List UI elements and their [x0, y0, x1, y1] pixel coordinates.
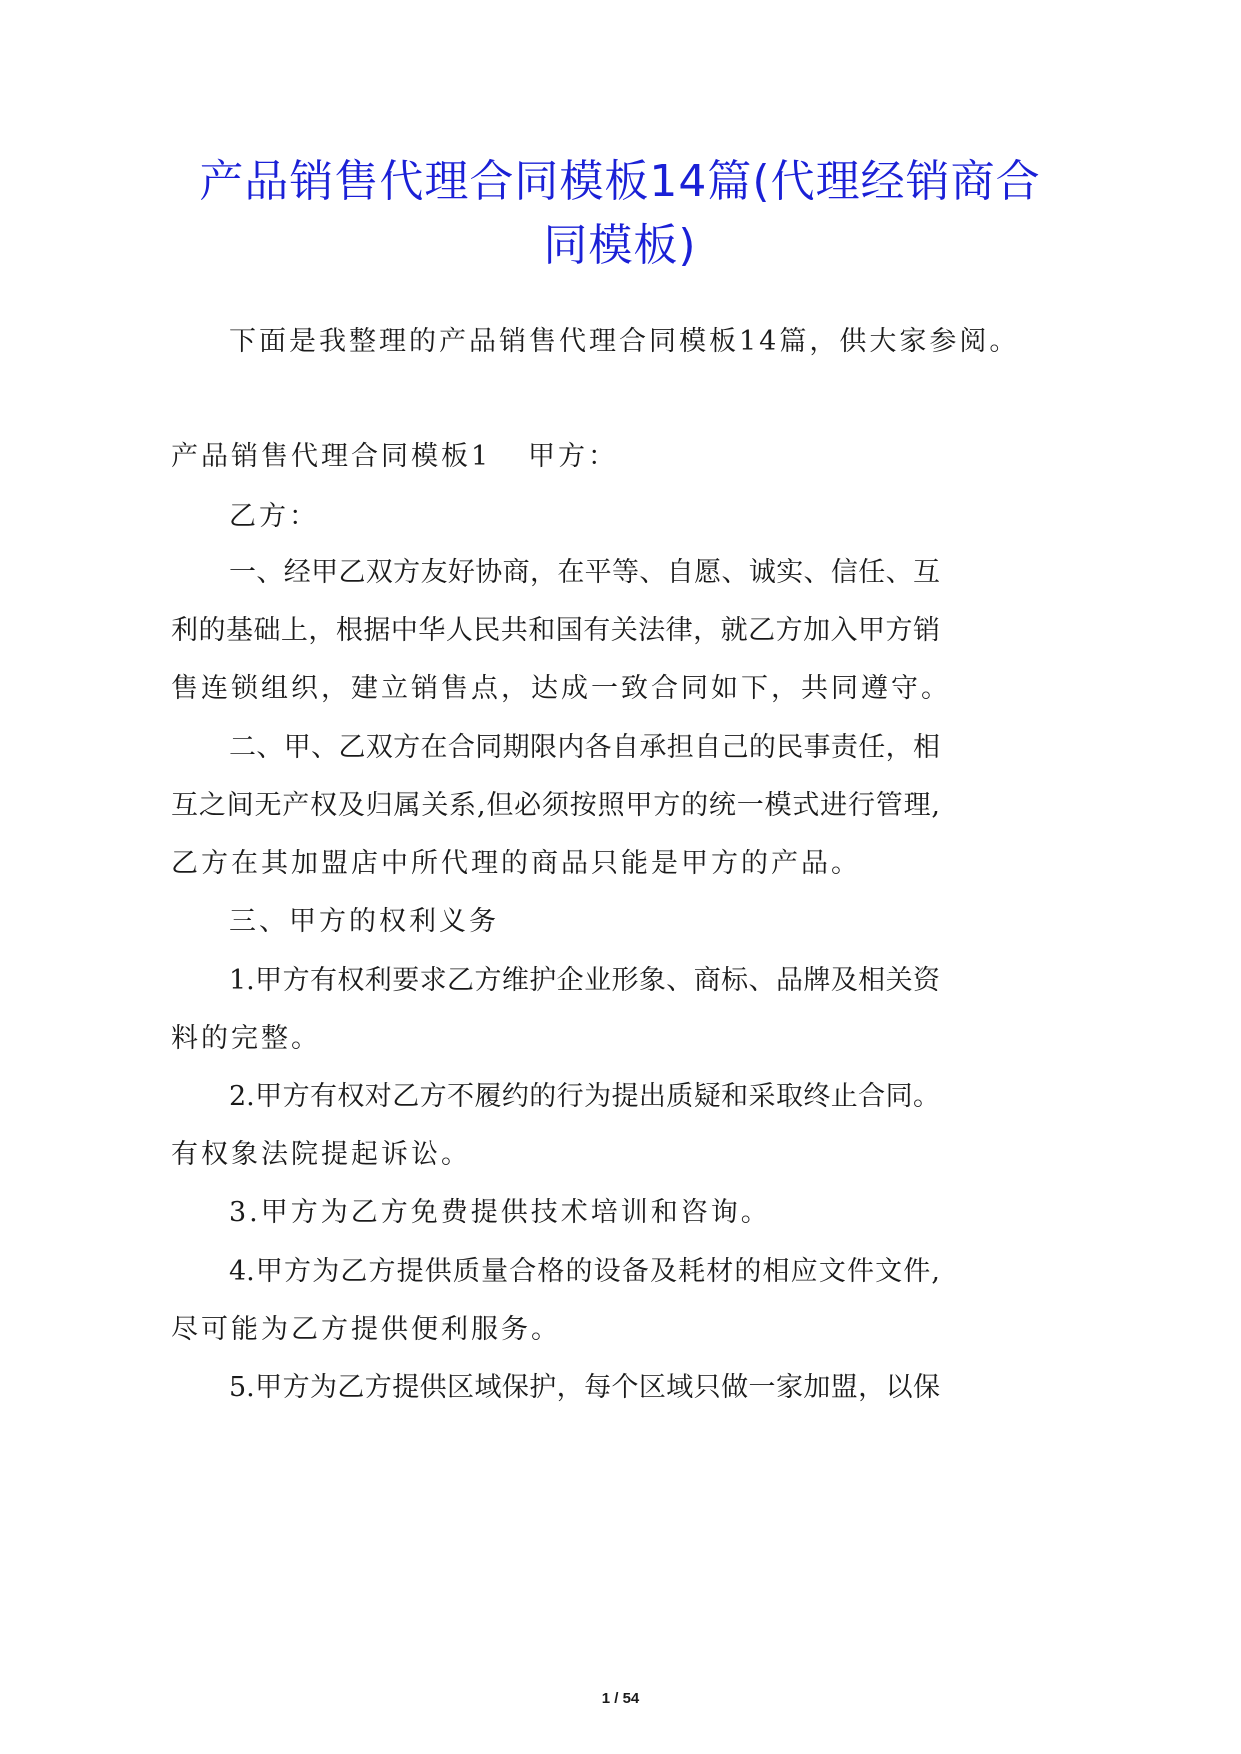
body-line: 3.甲方为乙方免费提供技术培训和咨询。	[229, 1197, 771, 1228]
body-line: 4.甲方为乙方提供质量合格的设备及耗材的相应文件文件,	[229, 1256, 940, 1287]
body-line: 有权象法院提起诉讼。	[171, 1139, 471, 1170]
title-line-2: 同模板)	[543, 220, 697, 271]
body-line: 5.甲方为乙方提供区域保护，每个区域只做一家加盟，以保	[229, 1372, 940, 1403]
body-line: 二、甲、乙双方在合同期限内各自承担自己的民事责任，相	[229, 732, 940, 763]
party-a-label: 甲方：	[528, 441, 618, 472]
document-title	[150, 150, 1090, 278]
body-line: 一、经甲乙双方友好协商，在平等、自愿、诚实、信任、互	[229, 557, 940, 588]
section-heading: 产品销售代理合同模板1	[171, 441, 492, 472]
body-line: 三、甲方的权利义务	[229, 906, 499, 937]
body-line: 尽可能为乙方提供便利服务。	[171, 1314, 561, 1345]
body-line: 1.甲方有权利要求乙方维护企业形象、商标、品牌及相关资	[229, 965, 940, 996]
body-line: 互之间无产权及归属关系,但必须按照甲方的统一模式进行管理,	[171, 790, 940, 821]
intro-paragraph: 下面是我整理的产品销售代理合同模板14篇，供大家参阅。	[229, 326, 1020, 357]
page-number: 1 / 54	[601, 1690, 640, 1707]
body-line: 2.甲方有权对乙方不履约的行为提出质疑和采取终止合同。	[229, 1081, 940, 1112]
body-line: 料的完整。	[171, 1023, 321, 1054]
body-line: 乙方在其加盟店中所代理的商品只能是甲方的产品。	[171, 848, 861, 879]
body-line: 售连锁组织，建立销售点，达成一致合同如下，共同遵守。	[171, 673, 951, 704]
party-b-label: 乙方：	[229, 501, 319, 532]
title-line-1: 产品销售代理合同模板14篇(代理经销商合	[199, 156, 1041, 207]
body-line: 利的基础上，根据中华人民共和国有关法律，就乙方加入甲方销	[171, 615, 940, 646]
